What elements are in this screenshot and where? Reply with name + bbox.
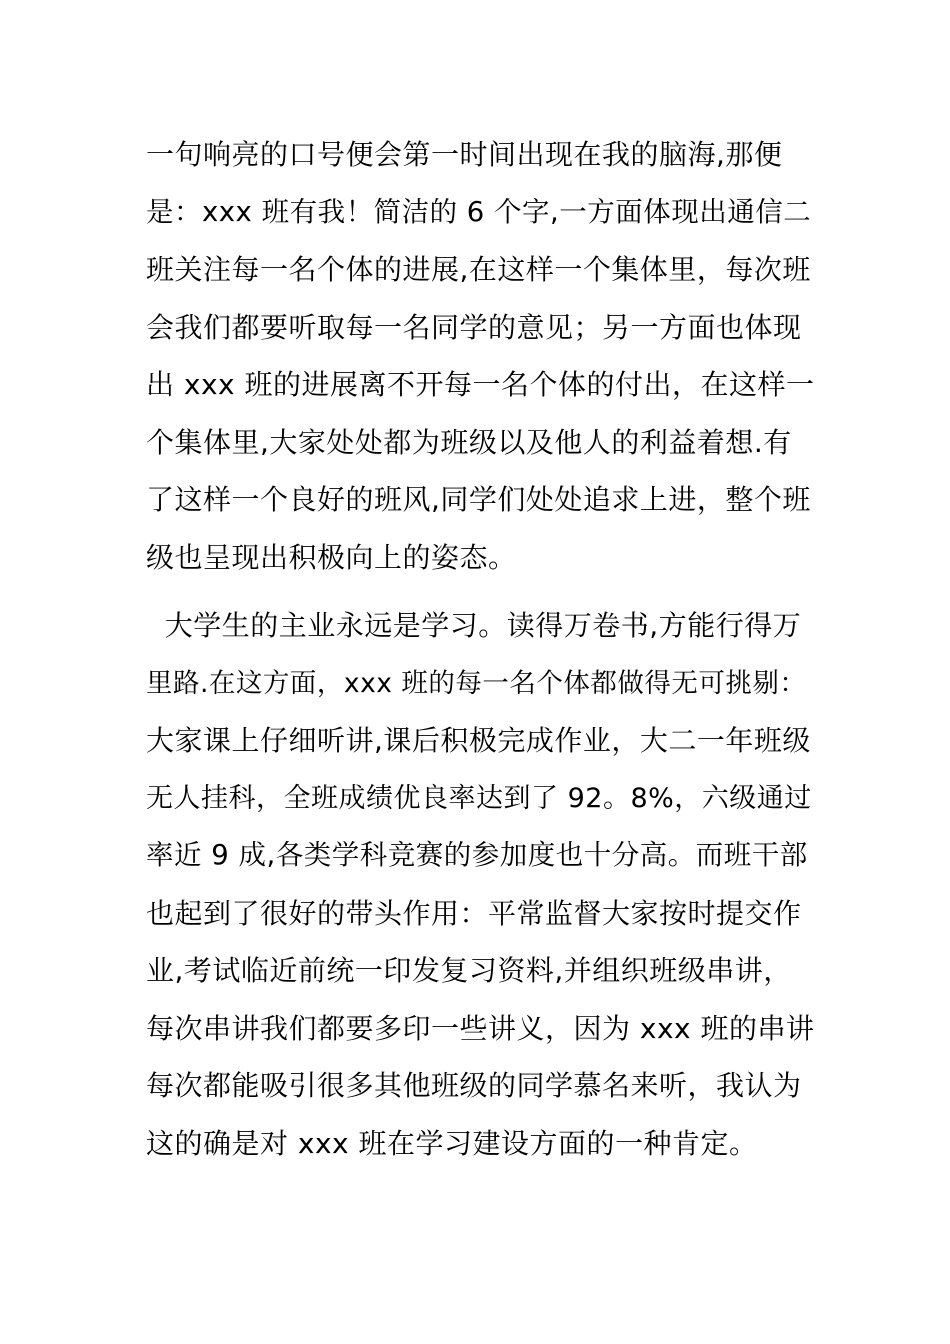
text-line: 一句响亮的口号便会第一时间出现在我的脑海,那便 [146, 138, 783, 171]
text-line: 无人挂科，全班成绩优良率达到了 92。8%，六级通过 [146, 782, 812, 814]
text-line: 大学生的主业永远是学习。读得万卷书,方能行得万 [146, 609, 802, 642]
text-line: 率近 9 成,各类学科竞赛的参加度也十分高。而班干部 [146, 839, 808, 871]
text-line: 个集体里,大家处处都为班级以及他人的利益着想.有 [146, 425, 792, 459]
text-line: 每次都能吸引很多其他班级的同学慕名来听，我认为 [146, 1069, 802, 1102]
text-line: 这的确是对 xxx 班在学习建设方面的一种肯定。 [146, 1126, 758, 1160]
paragraph-1 [146, 126, 816, 586]
paragraph-spacer [146, 586, 816, 597]
text-line: 出 xxx 班的进展离不开每一名个体的付出，在这样一 [146, 368, 815, 401]
text-line: 了这样一个良好的班风,同学们处处追求上进，整个班 [146, 483, 811, 516]
body-text [146, 126, 816, 1172]
text-line: 是：xxx 班有我！简洁的 6 个字,一方面体现出通信二 [146, 195, 812, 228]
text-line: 班关注每一名个体的进展,在这样一个集体里，每次班 [146, 253, 811, 286]
text-line: 每次串讲我们都要多印一些讲义，因为 xxx 班的串讲 [146, 1011, 815, 1045]
text-line: 大家课上仔细听讲,课后积极完成作业，大二一年班级 [146, 724, 811, 757]
text-line: 会我们都要听取每一名同学的意见；另一方面也体现 [146, 310, 802, 344]
text-line: 级也呈现出积极向上的姿态。 [146, 540, 517, 574]
text-line: 也起到了很好的带头作用：平常监督大家按时提交作 [146, 896, 802, 930]
text-line: 里路.在这方面，xxx 班的每一名个体都做得无可挑剔： [146, 667, 807, 699]
paragraph-2 [146, 597, 816, 1172]
text-line: 业,考试临近前统一印发复习资料,并组织班级串讲， [146, 954, 792, 987]
